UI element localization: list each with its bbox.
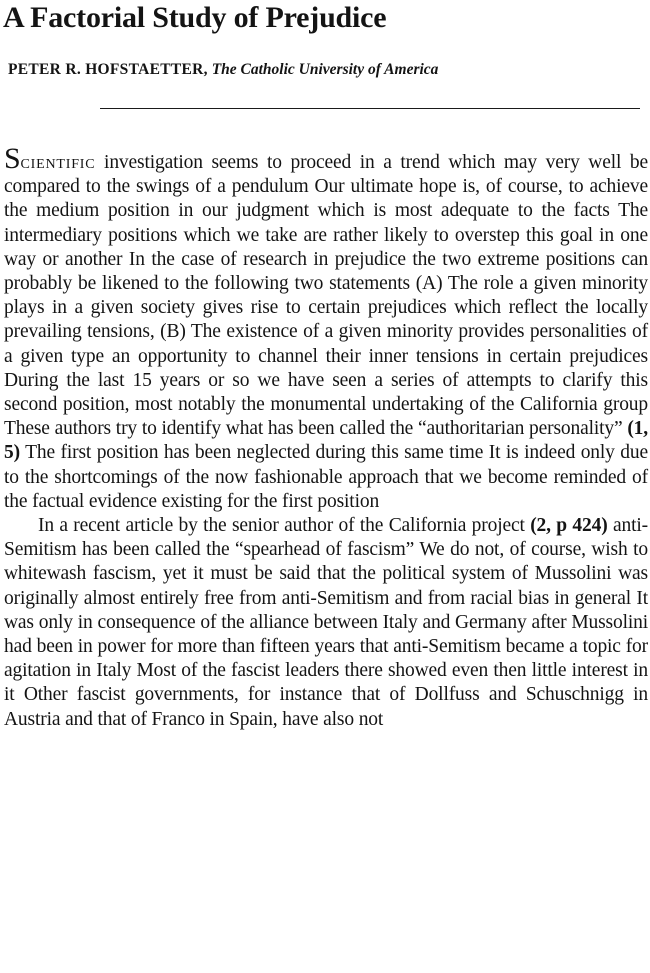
paragraph-2: [4, 514, 648, 732]
paragraph-1-text-a: investigation seems to proceed in a trend which may very well be compared to the swings of a pendulum Our ultimate hope is, of course, to achieve the medium position in our judgment which is most adequate to the facts The intermediary positions which we take are rather likely to overstep this goal in one way or another In the case of research in prejudice the two extreme positions can probably be likened to the following two statements (A) The role a given minority plays in a given society gives rise to certain prejudices which reflect the locally prevailing tensions, (B) The existence of a given minority provides personalities of a given type an opportunity to channel their inner tensions in certain prejudices During the last 15 years or so we have seen a series of attempts to clarify this second position, most notably the monumental undertaking of the California group These authors try to identify what has been called the “authoritarian personality”: [4, 152, 648, 440]
byline: [8, 60, 438, 80]
citation-1: (1, 5): [4, 418, 648, 464]
opening-word: cientific: [20, 152, 96, 173]
drop-cap: S: [4, 142, 21, 175]
author-affiliation: The Catholic University of America: [211, 61, 439, 78]
body-text: [4, 142, 648, 732]
paragraph-1: [4, 142, 648, 514]
citation-2: (2, p 424): [530, 515, 608, 537]
paragraph-2-text-b: anti-Semitism has been called the “spearhead of fascism” We do not, of course, wish to whitewash fascism, yet it must be said that the political system of Mussolini was originally almost entirely free from anti-Semitism and from racial bias in general It was only in consequence of the alliance between Italy and Germany after Mussolini had been in power for more than fifteen years that anti-Semitism became a topic for agitation in Italy Most of the fascist leaders there showed even then little interest in it Other fascist governments, for instance that of Dollfuss and Schuschnigg in Austria and that of Franco in Spain, have also not: [4, 515, 648, 730]
title-rule: [100, 108, 640, 109]
paragraph-1-text-b: The first position has been neglected during this same time It is indeed only due to the shortcomings of the now fashionable approach that we become reminded of the factual evidence existing for the first position: [4, 442, 648, 512]
paragraph-2-text-a: In a recent article by the senior author of the California project: [38, 515, 531, 537]
author-name: PETER R. HOFSTAETTER,: [8, 61, 208, 78]
paper-title: A Factorial Study of Prejudice: [3, 1, 387, 34]
